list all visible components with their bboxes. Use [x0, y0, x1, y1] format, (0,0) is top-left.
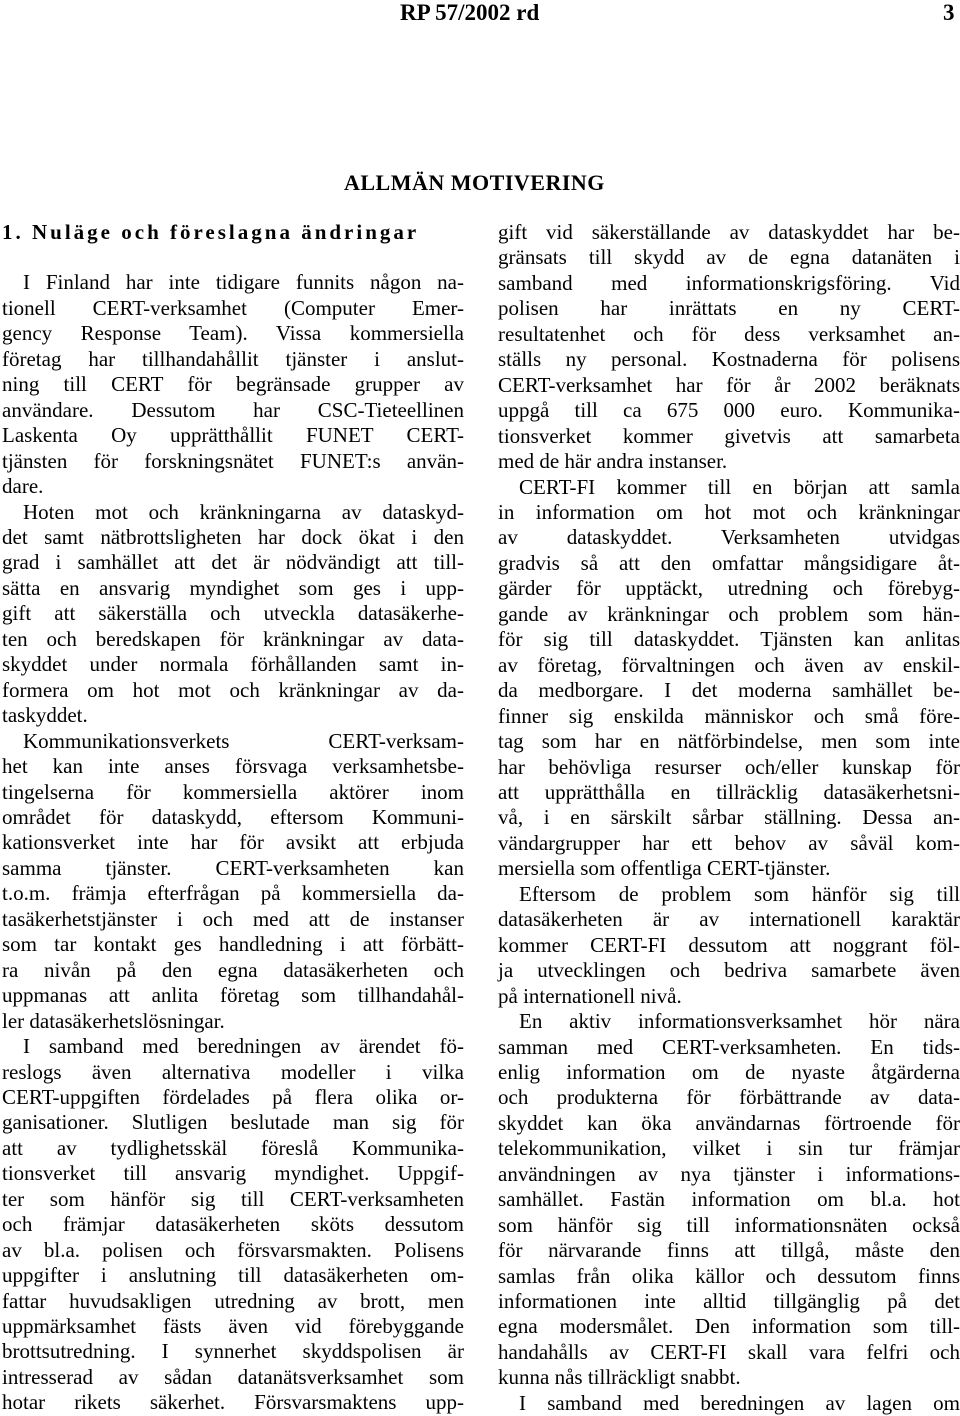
text-line: uppmanas att anlita företag som tillhandahål- — [2, 983, 464, 1008]
text-line: datasäkerheten är av internationell karaktär — [498, 907, 960, 932]
text-line: informationen inte alltid tillgänglig på det — [498, 1289, 960, 1314]
text-line: användare. Dessutom har CSC-Tieteellinen — [2, 397, 464, 422]
text-line: tag som har en nätförbindelse, men som inte — [498, 729, 960, 754]
text-line: I samband med beredningen av lagen om — [519, 1390, 960, 1415]
left-column — [2, 220, 464, 1416]
text-line: skyddet under normala förhållanden samt in- — [2, 652, 464, 677]
text-line: taskyddet. — [2, 703, 88, 728]
text-line: dare. — [2, 474, 44, 499]
text-line: skyddet kan öka användarnas förtroende för — [498, 1110, 960, 1135]
text-line: gift att säkerställa och utveckla datasäkerhe- — [2, 601, 464, 626]
text-line: Eftersom de problem som hänför sig till — [519, 881, 960, 906]
text-line: reslogs även alternativa modeller i vilka — [2, 1059, 464, 1084]
text-line: egna modersmålet. Den information som till- — [498, 1314, 960, 1339]
text-line: I samband med beredningen av ärendet fö- — [23, 1034, 464, 1059]
text-line: brottsutredning. I synnerhet skyddspolisen är — [2, 1339, 464, 1364]
heading-spacer — [2, 245, 464, 270]
text-line: formera om hot mot och kränkningar av da- — [2, 677, 464, 702]
text-line: som hänför sig till informationsnäten också — [498, 1212, 960, 1237]
text-line: ja utvecklingen och bedriva samarbete även — [498, 958, 960, 983]
text-line: samband med informationskrigsföring. Vid — [498, 270, 960, 295]
text-line: het kan inte anses försvaga verksamhetsbe- — [2, 754, 464, 779]
text-line: gande av kränkningar och problem som hän- — [498, 601, 960, 626]
text-line: da medborgare. I det moderna samhället be- — [498, 678, 960, 703]
page-number: 3 — [943, 0, 955, 25]
left-column-text — [2, 270, 464, 1415]
text-line: företag har tillhandahållit tjänster i anslut- — [2, 346, 464, 371]
subsection-heading: 1. Nuläge och föreslagna ändringar — [2, 220, 420, 244]
text-line: CERT-uppgiften fördelades på flera olika or- — [2, 1084, 464, 1109]
text-line: av företag, förvaltningen och även av enskil- — [498, 652, 960, 677]
text-line: vå, i en särskilt sårbar ställning. Dessa an- — [498, 805, 960, 830]
text-line: vändargrupper har ett behov av såväl kom- — [498, 830, 960, 855]
text-line: Kommunikationsverkets CERT-verksam- — [23, 728, 464, 753]
text-line: sätta en ansvarig myndighet som ges i upp- — [2, 575, 464, 600]
text-line: av bl.a. polisen och försvarsmakten. Polisens — [2, 1237, 464, 1262]
text-line: tionsverket kommer givetvis att samarbeta — [498, 423, 960, 448]
text-line: gift vid säkerställande av dataskyddet har be- — [498, 220, 960, 244]
text-line: hotar rikets säkerhet. Försvarsmaktens upp- — [2, 1390, 464, 1415]
text-line: mersiella som offentliga CERT-tjänster. — [498, 856, 831, 881]
text-line: det samt nätbrottsligheten har dock ökat i den — [2, 524, 464, 549]
text-line: uppmärksamhet fästs även vid förebyggande — [2, 1314, 464, 1339]
text-line: och främjar datasäkerheten sköts dessutom — [2, 1212, 464, 1237]
text-line: av dataskyddet. Verksamheten utvidgas — [498, 525, 960, 550]
text-line: kationsverket inte har för avsikt att erbjuda — [2, 830, 464, 855]
text-line: kommer CERT-FI dessutom att noggrant föl- — [498, 932, 960, 957]
text-line: ning till CERT för begränsade grupper av — [2, 372, 464, 397]
text-line: En aktiv informationsverksamhet hör nära — [519, 1009, 960, 1034]
text-line: att av tydlighetsskäl föreslå Kommunika- — [2, 1135, 464, 1160]
text-line: samhället. Fastän information om bl.a. hot — [498, 1187, 960, 1212]
text-line: polisen har inrättats en ny CERT- — [498, 296, 960, 321]
text-line: att upprätthålla en tillräcklig datasäkerhetsni- — [498, 779, 960, 804]
text-line: tionsverket till ansvarig myndighet. Uppgif- — [2, 1161, 464, 1186]
text-line: har behövliga resurser och/eller kunskap för — [498, 754, 960, 779]
text-line: Hoten mot och kränkningarna av dataskyd- — [23, 499, 464, 524]
text-line: gency Response Team). Vissa kommersiella — [2, 321, 464, 346]
right-column — [498, 220, 960, 1416]
text-line: handahålls av CERT-FI skall vara felfri och — [498, 1339, 960, 1364]
text-line: telekommunikation, vilket i sin tur främjar — [498, 1136, 960, 1161]
text-line: samman med CERT-verksamheten. En tids- — [498, 1034, 960, 1059]
text-line: gärder för upptäckt, utredning och förebyg- — [498, 576, 960, 601]
text-line: enlig information om de nyaste åtgärderna — [498, 1059, 960, 1084]
text-line: finner sig enskilda människor och små före- — [498, 703, 960, 728]
text-line: uppgifter i anslutning till datasäkerheten om- — [2, 1263, 464, 1288]
text-line: ler datasäkerhetslösningar. — [2, 1008, 225, 1033]
text-line: intresserad av sådan datanätsverksamhet som — [2, 1364, 464, 1389]
text-line: ten och beredskapen för kränkningar av data- — [2, 626, 464, 651]
text-line: I Finland har inte tidigare funnits någon na- — [23, 270, 464, 295]
text-line: ra nivån på den egna datasäkerheten och — [2, 957, 464, 982]
text-line: gränsats till skydd av de egna datanäten i — [498, 245, 960, 270]
text-line: som tar kontakt ges handledning i att förbätt- — [2, 932, 464, 957]
text-line: ter som hänför sig till CERT-verksamheten — [2, 1186, 464, 1211]
running-header — [0, 0, 960, 30]
section-heading: ALLMÄN MOTIVERING — [344, 170, 605, 195]
text-line: CERT-verksamhet har för år 2002 beräknats — [498, 372, 960, 397]
text-line: uppgå till ca 675 000 euro. Kommunika- — [498, 398, 960, 423]
text-line: gradvis så att den omfattar mångsidigare åt- — [498, 550, 960, 575]
text-line: grad i samhället att det är nödvändigt att till- — [2, 550, 464, 575]
text-line: in information om hot mot och kränkningar — [498, 499, 960, 524]
text-line: tionell CERT-verksamhet (Computer Emer- — [2, 295, 464, 320]
text-line: ganisationer. Slutligen beslutade man sig för — [2, 1110, 464, 1135]
text-line: med de här andra instanser. — [498, 449, 728, 474]
text-line: tingelserna för kommersiella aktörer inom — [2, 779, 464, 804]
text-line: samlas från olika källor och dessutom finns — [498, 1263, 960, 1288]
text-line: t.o.m. främja efterfrågan på kommersiella da- — [2, 881, 464, 906]
text-line: och produkterna för förbättrande av data- — [498, 1085, 960, 1110]
text-line: på internationell nivå. — [498, 983, 682, 1008]
text-line: fattar huvudsakligen utredning av brott, men — [2, 1288, 464, 1313]
text-line: ställs ny personal. Kostnaderna för polisens — [498, 347, 960, 372]
text-line: för närvarande finns att tillgå, måste den — [498, 1238, 960, 1263]
document-title: RP 57/2002 rd — [400, 0, 540, 25]
right-column-text — [498, 220, 960, 1416]
text-line: samma tjänster. CERT-verksamheten kan — [2, 855, 464, 880]
text-line: tasäkerhetstjänster i och med att de instanser — [2, 906, 464, 931]
text-line: för sig till dataskyddet. Tjänsten kan anlitas — [498, 627, 960, 652]
text-line: Laskenta Oy upprätthållit FUNET CERT- — [2, 423, 464, 448]
text-line: CERT-FI kommer till en början att samla — [519, 474, 960, 499]
text-line: kunna nås tillräckligt snabbt. — [498, 1365, 741, 1390]
text-line: området för dataskydd, eftersom Kommuni- — [2, 804, 464, 829]
text-line: användningen av nya tjänster i informations- — [498, 1161, 960, 1186]
text-line: tjänsten för forskningsnätet FUNET:s använ- — [2, 448, 464, 473]
text-line: resultatenhet och för dess verksamhet an- — [498, 321, 960, 346]
